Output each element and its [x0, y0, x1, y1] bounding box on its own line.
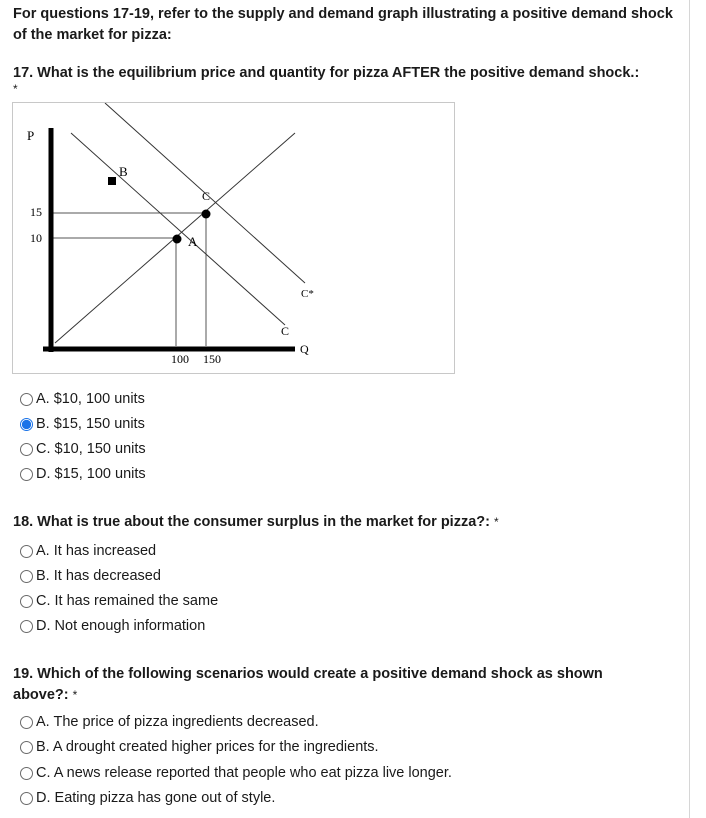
- point-b-marker: [108, 177, 116, 185]
- page-right-edge: [689, 0, 690, 818]
- x-tick-150: 150: [203, 352, 221, 366]
- radio-button[interactable]: [20, 545, 33, 558]
- option-label: D. $15, 100 units: [36, 466, 146, 482]
- question-19-text: 19. Which of the following scenarios would create a positive demand shock as shown above?:: [13, 666, 603, 703]
- q18-option-a[interactable]: [20, 542, 156, 560]
- q18-option-c[interactable]: [20, 592, 218, 610]
- option-label: C. A news release reported that people who eat pizza live longer.: [36, 765, 452, 781]
- required-marker: *: [494, 515, 499, 529]
- y-tick-10: 10: [30, 231, 42, 245]
- y-axis-label: P: [27, 128, 35, 143]
- option-label: A. $10, 100 units: [36, 391, 145, 407]
- radio-button[interactable]: [20, 393, 33, 406]
- radio-button[interactable]: [20, 741, 33, 754]
- q17-option-d[interactable]: [20, 465, 146, 483]
- q18-option-b[interactable]: [20, 567, 161, 585]
- radio-button[interactable]: [20, 595, 33, 608]
- required-marker: *: [13, 82, 18, 96]
- supply-demand-graph: [12, 102, 455, 374]
- option-label: A. It has increased: [36, 543, 157, 559]
- q19-option-b[interactable]: [20, 738, 379, 756]
- option-label: B. A drought created higher prices for the ingredients.: [36, 739, 379, 755]
- question-17-title: [13, 63, 639, 84]
- original-demand-label: C: [281, 324, 290, 338]
- q17-option-a[interactable]: [20, 390, 145, 408]
- option-label: A. The price of pizza ingredients decreased.: [36, 714, 319, 730]
- required-marker: *: [72, 688, 78, 702]
- x-tick-100: 100: [171, 352, 189, 366]
- radio-button[interactable]: [20, 620, 33, 633]
- q19-option-d[interactable]: [20, 789, 275, 807]
- point-a-marker: [173, 235, 182, 244]
- graph-svg: [13, 103, 454, 373]
- radio-button[interactable]: [20, 468, 33, 481]
- option-label: D. Not enough information: [36, 618, 206, 634]
- question-18-title: [13, 512, 499, 533]
- radio-button[interactable]: [20, 443, 33, 456]
- question-19-title: [13, 664, 653, 706]
- point-a-label: A: [188, 234, 198, 249]
- point-b-label: B: [119, 164, 128, 179]
- radio-button[interactable]: [20, 716, 33, 729]
- radio-button-selected[interactable]: [20, 418, 33, 431]
- radio-button[interactable]: [20, 767, 33, 780]
- option-label: C. It has remained the same: [36, 593, 219, 609]
- demand-curve-original: [71, 133, 285, 325]
- option-label: D. Eating pizza has gone out of style.: [36, 790, 276, 806]
- shifted-demand-label: C*: [301, 288, 314, 300]
- option-label: C. $10, 150 units: [36, 441, 146, 457]
- radio-button[interactable]: [20, 570, 33, 583]
- radio-button[interactable]: [20, 792, 33, 805]
- q18-option-d[interactable]: [20, 617, 205, 635]
- point-c-label: C: [202, 189, 211, 203]
- question-18-text: 18. What is true about the consumer surplus in the market for pizza?:: [13, 514, 490, 530]
- q17-option-b[interactable]: [20, 415, 145, 433]
- option-label: B. $15, 150 units: [36, 416, 145, 432]
- q19-option-a[interactable]: [20, 713, 319, 731]
- y-tick-15: 15: [30, 205, 42, 219]
- x-axis-label: Q: [300, 342, 309, 356]
- option-label: B. It has decreased: [36, 568, 161, 584]
- q19-option-c[interactable]: [20, 764, 452, 782]
- intro-text: For questions 17-19, refer to the supply and demand graph illustrating a positive demand shock of the market for pizza:: [13, 6, 673, 43]
- point-c-marker: [202, 210, 211, 219]
- q17-option-c[interactable]: [20, 440, 146, 458]
- question-17-text: 17. What is the equilibrium price and quantity for pizza AFTER the positive demand shock.:: [13, 65, 640, 81]
